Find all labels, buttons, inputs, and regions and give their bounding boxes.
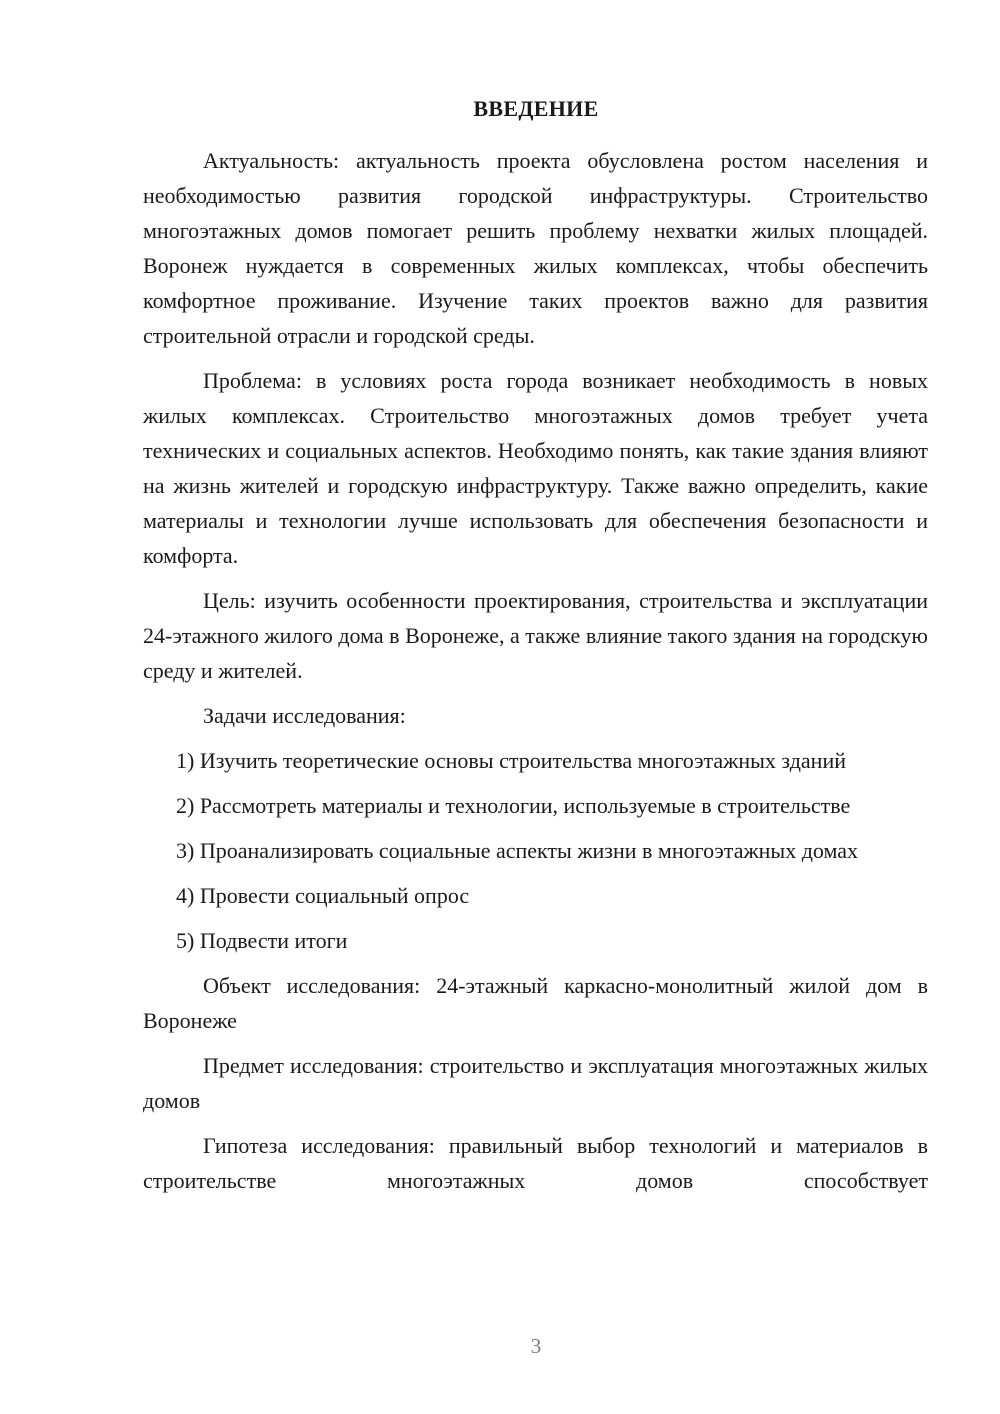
task-item-1: 1) Изучить теоретические основы строительства многоэтажных зданий bbox=[176, 748, 846, 773]
problem-paragraph: Проблема: в условиях роста города возникает необходимость в новых жилых комплексах. Строительство многоэтажных домов требует учета технических и социальных аспектов. Необходимо понять, как такие здания влияют на жизнь жителей и городскую инфраструктуру. Также важно определить, какие материалы и технологии лучше использовать для обеспечения безопасности и комфорта. bbox=[143, 368, 928, 568]
document-body bbox=[143, 143, 928, 1208]
page-title: ВВЕДЕНИЕ bbox=[473, 96, 599, 121]
task-item-5: 5) Подвести итоги bbox=[176, 928, 348, 953]
task-item-2: 2) Рассмотреть материалы и технологии, используемые в строительстве bbox=[176, 793, 851, 818]
hypothesis-paragraph: Гипотеза исследования: правильный выбор технологий и материалов в строительстве многоэтажных домов способствует bbox=[143, 1133, 928, 1193]
relevance-paragraph: Актуальность: актуальность проекта обусловлена ростом населения и необходимостью развития городской инфраструктуры. Строительство многоэтажных домов помогает решить проблему нехватки жилых площадей. Воронеж нуждается в современных жилых комплексах, чтобы обеспечить комфортное проживание. Изучение таких проектов важно для развития строительной отрасли и городской среды. bbox=[143, 148, 928, 348]
goal-paragraph: Цель: изучить особенности проектирования, строительства и эксплуатации 24-этажного жилого дома в Воронеже, а также влияние такого здания на городскую среду и жителей. bbox=[143, 588, 928, 683]
task-item-3: 3) Проанализировать социальные аспекты жизни в многоэтажных домах bbox=[176, 838, 859, 863]
research-object-paragraph: Объект исследования: 24-этажный каркасно-монолитный жилой дом в Воронеже bbox=[143, 973, 928, 1033]
research-subject-paragraph: Предмет исследования: строительство и эксплуатация многоэтажных жилых домов bbox=[143, 1053, 928, 1113]
page-number: 3 bbox=[530, 1334, 542, 1358]
task-item-4: 4) Провести социальный опрос bbox=[176, 883, 470, 908]
tasks-heading: Задачи исследования: bbox=[203, 703, 406, 728]
